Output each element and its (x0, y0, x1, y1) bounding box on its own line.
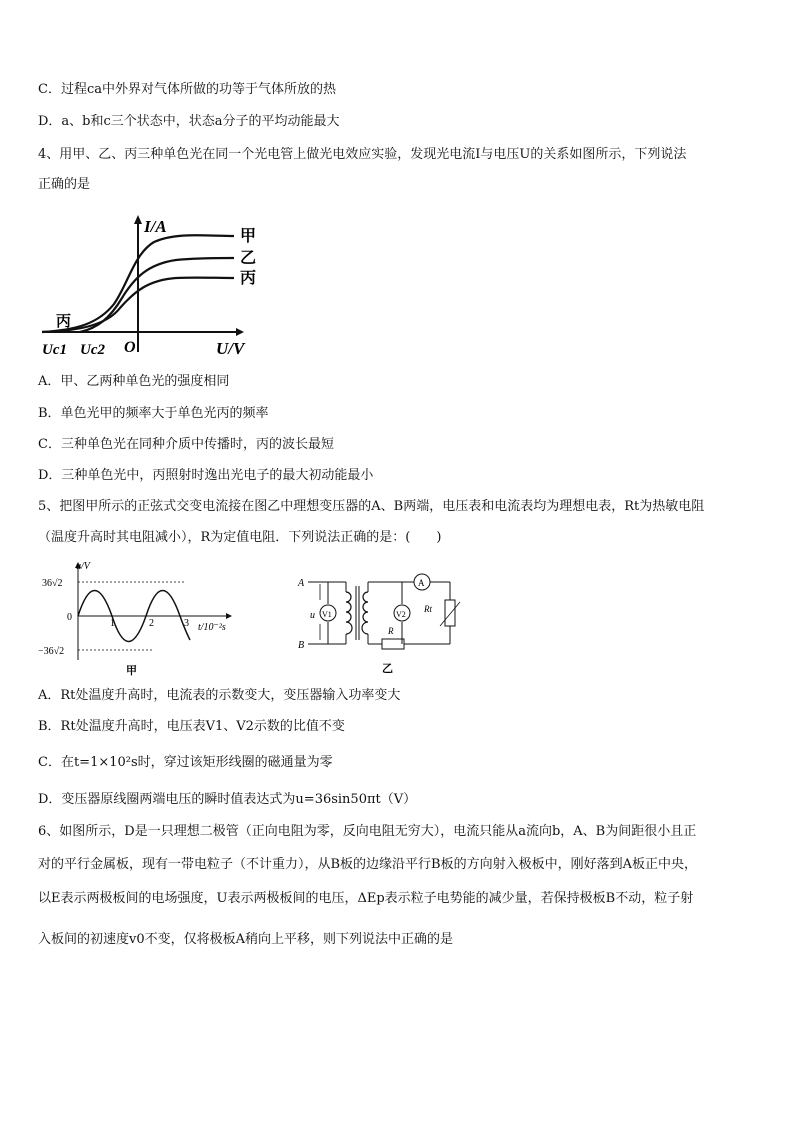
iu-curve-svg (36, 212, 268, 362)
primary-coil (346, 592, 352, 634)
sine-wave-figure (36, 560, 236, 678)
thermistor-label: Rt (424, 604, 432, 614)
y-axis-label: I/A (144, 217, 167, 236)
terminal-b-label: B (298, 640, 305, 651)
origin-label: O (124, 339, 136, 356)
fig-caption-yi: 乙 (382, 663, 393, 675)
circuit-svg (290, 566, 470, 678)
v1-label: V1 (322, 610, 332, 619)
thermistor-icon (445, 600, 455, 626)
ytick-bottom: −36√2 (38, 646, 65, 657)
q6-stem-line2: 对的平行金属板，现有一带电粒子（不计重力），从B板的边缘沿平行B板的方向射入极板中，刚好落到A板正中央， (38, 857, 697, 872)
v2-label: V2 (396, 610, 406, 619)
uc2-label: Uc2 (80, 342, 105, 358)
circuit-figure (290, 566, 470, 678)
uc1-label: Uc1 (42, 342, 67, 358)
sine-wave-svg (36, 560, 236, 678)
fig-caption-jia: 甲 (126, 665, 137, 677)
u-label: u (310, 610, 315, 621)
q4-option-a: A．甲、乙两种单色光的强度相同 (38, 374, 230, 389)
q4-stem-line2: 正确的是 (38, 177, 91, 192)
q5-stem-line2: （温度升高时其电阻减小），R为定值电阻．下列说法正确的是：( ) (38, 530, 442, 545)
terminal-a-label: A (298, 578, 305, 589)
iu-curve-figure (36, 212, 268, 362)
xtick-2: 2 (149, 618, 154, 629)
xtick-3: 3 (184, 618, 189, 629)
u-axis-label: u/V (76, 561, 90, 572)
bing-left-label: 丙 (56, 314, 72, 330)
y-axis-arrow (134, 215, 142, 224)
xtick-1: 1 (110, 618, 115, 629)
x-axis-arrow (236, 328, 244, 336)
resistor-r-label: R (388, 626, 394, 636)
ytick-top: 36√2 (42, 578, 63, 589)
t-axis-arrow (226, 613, 232, 619)
q3-option-c: C．过程ca中外界对气体所做的功等于气体所放的热 (38, 82, 336, 97)
q5-option-d: D．变压器原线圈两端电压的瞬时值表达式为u=36sin50πt（V） (38, 792, 417, 807)
q4-option-c: C．三种单色光在同种介质中传播时，丙的波长最短 (38, 437, 334, 452)
resistor-r-icon (382, 639, 404, 649)
q4-option-b: B．单色光甲的频率大于单色光丙的频率 (38, 406, 269, 421)
q5-stem-line1: 5、把图甲所示的正弦式交变电流接在图乙中理想变压器的A、B两端，电压表和电流表均为理想电表，Rt为热敏电阻 (38, 499, 705, 514)
q3-option-d: D．a、b和c三个状态中，状态a分子的平均动能最大 (38, 114, 340, 129)
q6-stem-line4: 入板间的初速度v0不变，仅将极板A稍向上平移，则下列说法中正确的是 (38, 932, 454, 947)
q5-option-b: B．Rt处温度升高时，电压表V1、V2示数的比值不变 (38, 719, 345, 734)
curve-bing-label: 丙 (240, 270, 257, 287)
q4-option-d: D．三种单色光中，丙照射时逸出光电子的最大初动能最小 (38, 468, 374, 483)
x-axis-label: U/V (216, 339, 245, 358)
q4-stem-line1: 4、用甲、乙、丙三种单色光在同一个光电管上做光电效应实验，发现光电流I与电压U的关系如图所示，下列说法 (38, 147, 687, 162)
q6-stem-line1: 6、如图所示，D是一只理想二极管（正向电阻为零，反向电阻无穷大），电流只能从a流向b，A、B为间距很小且正 (38, 824, 697, 839)
q5-option-a: A．Rt处温度升高时，电流表的示数变大，变压器输入功率变大 (38, 688, 401, 703)
q5-option-c: C．在t=1×10²s时，穿过该矩形线圈的磁通量为零 (38, 755, 333, 770)
q6-stem-line3: 以E表示两极板间的电场强度，U表示两极板间的电压，ΔEp表示粒子电势能的减少量，若保持极板B不动，粒子射 (38, 891, 694, 906)
secondary-coil (362, 592, 368, 634)
t-axis-label: t/10⁻²s (198, 622, 226, 633)
origin-label: 0 (67, 612, 72, 623)
curve-yi-label: 乙 (240, 250, 257, 267)
curve-jia-label: 甲 (240, 228, 257, 245)
ammeter-label: A (418, 578, 425, 588)
